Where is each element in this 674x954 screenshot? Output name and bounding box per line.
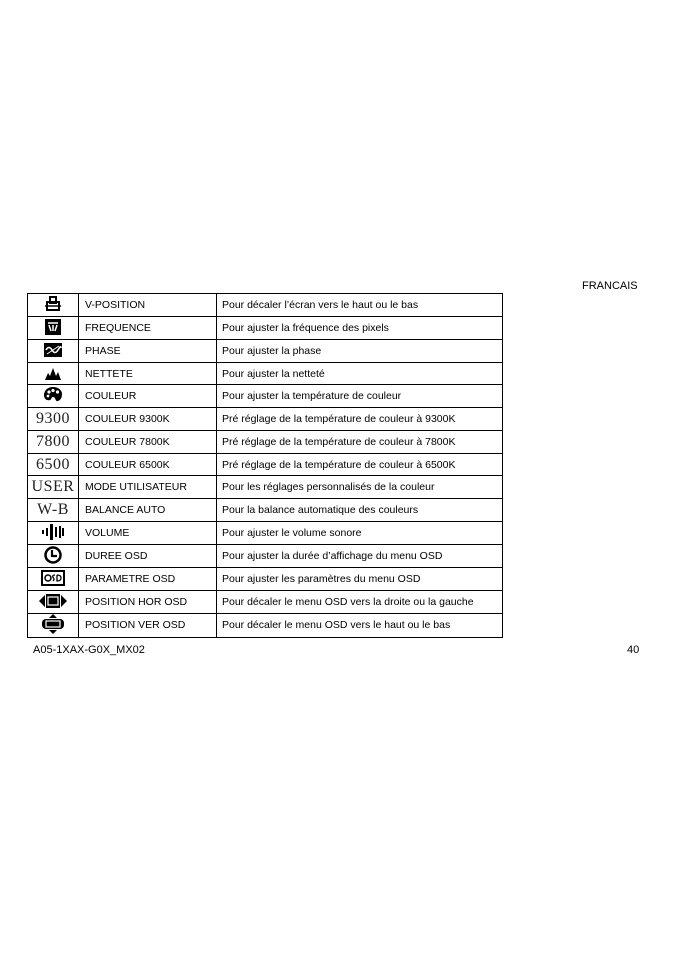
row-description: Pré réglage de la température de couleur à 6500K xyxy=(217,453,503,476)
table-row xyxy=(28,362,503,385)
row-name: PARAMETRE OSD xyxy=(79,567,217,590)
row-name: MODE UTILISATEUR xyxy=(79,476,217,499)
row-description: Pour ajuster la durée d’affichage du menu OSD xyxy=(217,544,503,567)
row-name: DUREE OSD xyxy=(79,544,217,567)
sharpness-icon xyxy=(44,363,62,383)
document-code: A05-1XAX-G0X_MX02 xyxy=(33,644,145,656)
osd-function-table xyxy=(27,293,503,638)
row-name: POSITION HOR OSD xyxy=(79,590,217,613)
row-description: Pour ajuster la phase xyxy=(217,340,503,363)
color-9300-icon: 9300 xyxy=(36,410,70,428)
row-description: Pour décaler le menu OSD vers la droite ou la gauche xyxy=(217,590,503,613)
table-row xyxy=(28,613,503,637)
page-number: 40 xyxy=(627,644,640,656)
volume-icon xyxy=(41,522,65,542)
row-name: COULEUR 7800K xyxy=(79,431,217,454)
row-description: Pour la balance automatique des couleurs xyxy=(217,499,503,522)
row-name: V-POSITION xyxy=(79,294,217,317)
osd-vertical-icon xyxy=(40,614,66,634)
color-6500-icon: 6500 xyxy=(36,455,70,473)
user-mode-icon: USER xyxy=(31,478,75,496)
row-name: COULEUR xyxy=(79,385,217,408)
table-row xyxy=(28,521,503,544)
frequency-icon xyxy=(44,317,62,337)
row-description: Pré réglage de la température de couleur à 9300K xyxy=(217,408,503,431)
table-row xyxy=(28,544,503,567)
table-row xyxy=(28,340,503,363)
table-row xyxy=(28,590,503,613)
row-name: COULEUR 9300K xyxy=(79,408,217,431)
table-row xyxy=(28,431,503,454)
row-name: PHASE xyxy=(79,340,217,363)
row-description: Pour décaler le menu OSD vers le haut ou le bas xyxy=(217,613,503,637)
language-label: FRANCAIS xyxy=(582,280,638,292)
row-name: POSITION VER OSD xyxy=(79,613,217,637)
row-name: VOLUME xyxy=(79,521,217,544)
row-description: Pour les réglages personnalisés de la couleur xyxy=(217,476,503,499)
row-name: FREQUENCE xyxy=(79,317,217,340)
osd-horizontal-icon xyxy=(38,591,68,611)
table-row xyxy=(28,499,503,522)
phase-icon xyxy=(43,340,63,360)
row-description: Pré réglage de la température de couleur à 7800K xyxy=(217,431,503,454)
table-row xyxy=(28,294,503,317)
white-balance-icon: W-B xyxy=(37,500,69,518)
row-name: BALANCE AUTO xyxy=(79,499,217,522)
color-7800-icon: 7800 xyxy=(36,432,70,450)
table-row xyxy=(28,317,503,340)
row-name: COULEUR 6500K xyxy=(79,453,217,476)
table-row xyxy=(28,567,503,590)
row-description: Pour décaler l’écran vers le haut ou le bas xyxy=(217,294,503,317)
palette-icon xyxy=(43,385,63,405)
osd-icon xyxy=(41,568,65,588)
table-row xyxy=(28,453,503,476)
v-position-icon xyxy=(44,294,62,314)
row-description: Pour ajuster la netteté xyxy=(217,362,503,385)
row-description: Pour ajuster les paramètres du menu OSD xyxy=(217,567,503,590)
table-row xyxy=(28,476,503,499)
row-description: Pour ajuster la température de couleur xyxy=(217,385,503,408)
table-row xyxy=(28,385,503,408)
row-description: Pour ajuster le volume sonore xyxy=(217,521,503,544)
row-description: Pour ajuster la fréquence des pixels xyxy=(217,317,503,340)
table-row xyxy=(28,408,503,431)
row-name: NETTETE xyxy=(79,362,217,385)
clock-icon xyxy=(44,545,62,565)
